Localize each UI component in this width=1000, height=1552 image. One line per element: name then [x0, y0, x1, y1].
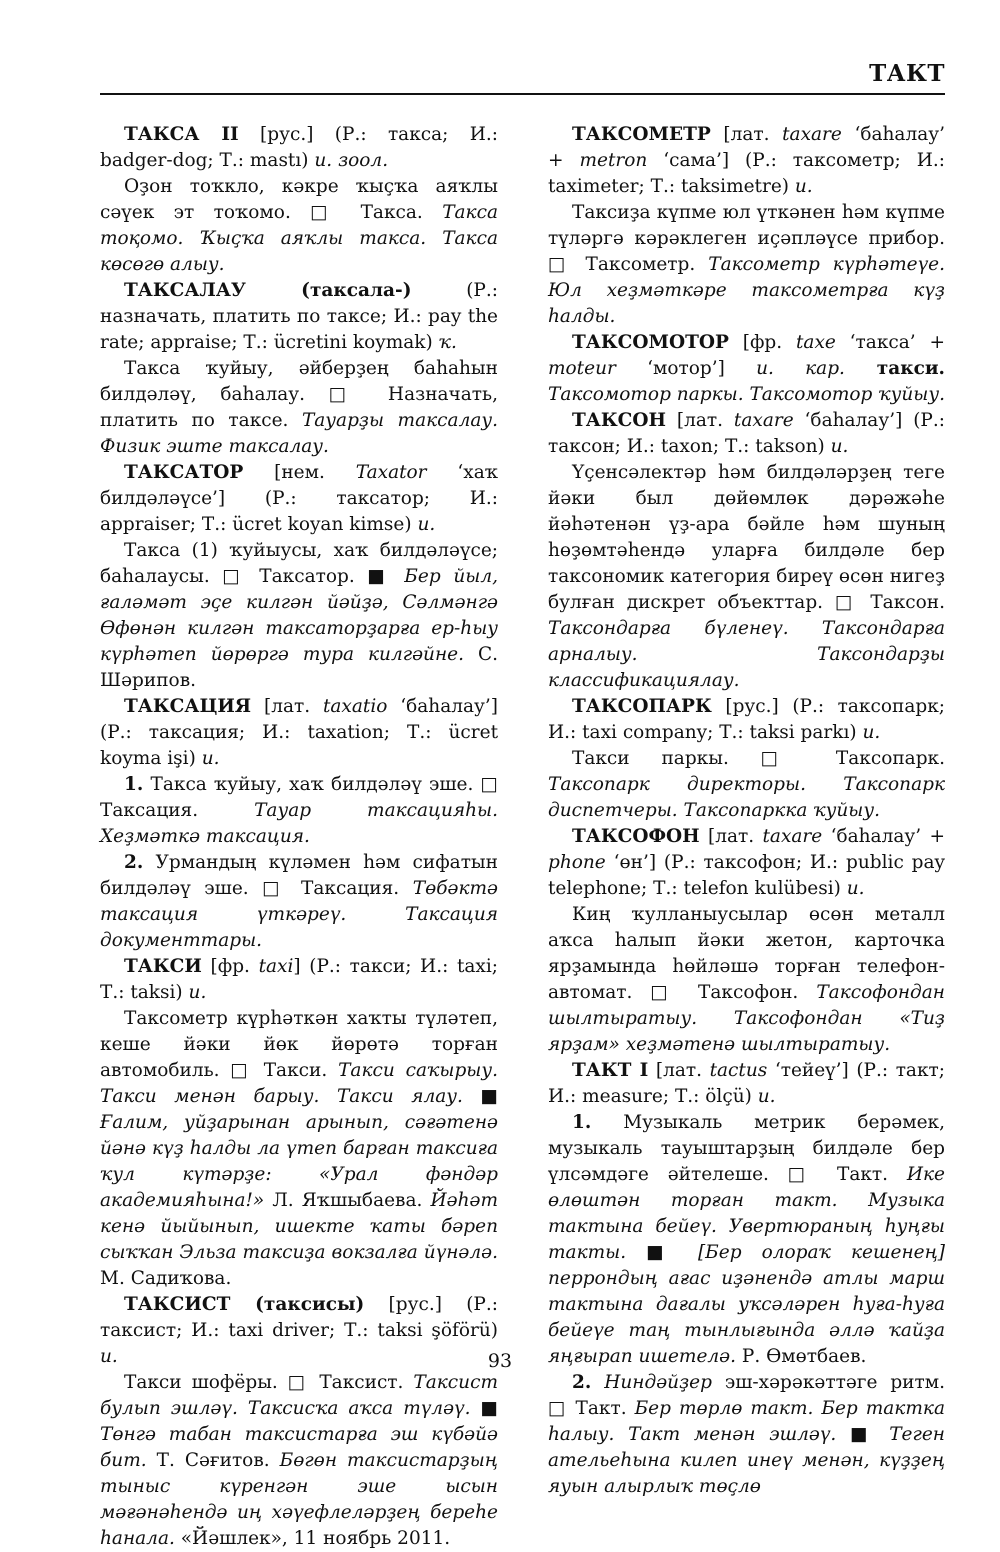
example-text: taxare [762, 826, 823, 847]
example-text: taxatio [322, 696, 388, 717]
headword-text: такси. [844, 358, 945, 379]
definition-text: Р. Өмөтбаев. [736, 1346, 867, 1367]
example-text: и. [794, 176, 813, 197]
left-paragraph [100, 356, 498, 460]
left-paragraph [100, 174, 498, 278]
definition-text: [нем. [243, 462, 356, 483]
right-paragraph [548, 1370, 945, 1500]
definition-text: ■ [462, 1086, 498, 1107]
right-paragraph [548, 694, 945, 746]
headword-text: 1. [124, 774, 144, 795]
definition-text: ‘баһалау’] (Р.: таксон; И.: taxon; Т.: takson) [548, 410, 945, 457]
headword-text: ТАКСАТОР [124, 462, 244, 483]
headword-text: ТАКСОМЕТР [572, 124, 711, 145]
definition-text: Такси паркы. □ Таксопарк. [572, 748, 945, 769]
example-text: и. [862, 722, 881, 743]
example-text: Теген ательеһына килеп инеү менән, күҙҙең яуын алырлыҡ төҫлө [548, 1424, 945, 1497]
headword-text: 2. [124, 852, 144, 873]
right-column [548, 122, 945, 1500]
definition-text: Такса ҡуйыу, хаҡ билдәләү эше. □ Таксация. [100, 774, 498, 821]
headword-text: 2. [572, 1372, 592, 1393]
right-paragraph [548, 746, 945, 824]
example-text: Бер төрлө такт. Бер тактка һалыу. Такт менән эшләү. [548, 1398, 945, 1445]
definition-text: ‘тейеү’] (Р.: такт; И.: measure; Т.: ölçü) [548, 1060, 945, 1107]
right-paragraph [548, 1058, 945, 1110]
example-text: и. [757, 1086, 776, 1107]
definition-text: Т. Сәғитов. [146, 1450, 280, 1471]
definition-text: (Р.: назначать, платить по таксе; И.: pay the rate; appraise; Т.: ücretini koymak) [100, 280, 498, 353]
left-paragraph [100, 850, 498, 954]
example-text: Таксондарға бүленеү. Таксондарға арналыу. Таксондарҙы классификациялау. [548, 618, 945, 691]
definition-text: [фр. [201, 956, 259, 977]
example-text: taxe [795, 332, 836, 353]
definition-text: ■ [470, 1398, 498, 1419]
definition-text: эш-хәрәкәттәге ритм. □ Такт. [548, 1372, 945, 1419]
definition-text: [лат. [699, 826, 763, 847]
left-paragraph [100, 278, 498, 356]
left-paragraph [100, 1006, 498, 1292]
example-text: и. кар. [756, 358, 845, 379]
headword-text: ТАКСАЛАУ (таксала-) [124, 280, 412, 301]
left-paragraph [100, 954, 498, 1006]
example-text: и. [830, 436, 849, 457]
headword-text: ТАКСА II [124, 124, 239, 145]
headword-text: ТАКСОПАРК [572, 696, 712, 717]
right-paragraph [548, 408, 945, 460]
definition-text: [лат. [648, 1060, 710, 1081]
headword-text: ТАКСИ [124, 956, 202, 977]
example-text: Таксомотор паркы. Таксомотор ҡуйыу. [548, 384, 945, 405]
definition-text: Үҫенсәлектәр һәм билдәләрҙең теге йәки был дөйөмлөк дәрәжәһе йәһәтенән үҙ-ара бәйле һәм шуның һөҙөмтәһендә уларға билдәле бер таксономик категория биреү өсөн нигеҙ булған дискрет объекттар. □ Таксон. [548, 462, 945, 613]
headword-text: ТАКСОФОН [572, 826, 700, 847]
example-text: tactus [709, 1060, 768, 1081]
running-head: ТАКТ [869, 60, 945, 87]
definition-text: Киң ҡулланыусылар өсөн металл аҡса һалып йәки жетон, карточка ярҙамында һөйләшә торған телефон-автомат. □ Таксофон. [548, 904, 945, 1003]
definition-text: «Йәшлек», 11 ноябрь 2011. [174, 1528, 451, 1549]
right-paragraph [548, 200, 945, 330]
example-text: Төбәктә таксация үткәреү. Таксация документтары. [100, 878, 498, 951]
definition-text: ■ [626, 1242, 698, 1263]
example-text: Такси саҡырыу. Такси менән барыу. Такси ялау. [100, 1060, 498, 1107]
definition-text: Такса ҡуйыу, әйберҙең баһаһын билдәләү, баһалау. □ Назначать, платить по таксе. [100, 358, 498, 431]
example-text: Тауар таксацияһы. Хеҙмәткә таксация. [100, 800, 498, 847]
definition-text: Таксометр күрһәткән хаҡты түләтеп, кеше йәки йөк йөрөтә торған автомобиль. □ Такси. [100, 1008, 498, 1081]
right-paragraph [548, 460, 945, 694]
definition-text: Такси шофёры. □ Таксист. [124, 1372, 414, 1393]
example-text: Ике өлөштән торған такт. Музыка тактына бейеү. Увертюраның һуңғы такты. [548, 1164, 945, 1263]
headword-text: ТАКСАЦИЯ [124, 696, 252, 717]
example-text: phone [548, 852, 606, 873]
right-paragraph [548, 122, 945, 200]
left-paragraph [100, 460, 498, 538]
example-text: [Бер олораҡ кешенең] перрондың ағас иҙәнендә атлы марш тактына дағалы уҡсәләрен һуға-һуға бейеүе таң тынлығында әллә ҡайҙа яңғырап ишетелә. [548, 1242, 945, 1367]
left-column [100, 122, 498, 1552]
definition-text: [рус.] (Р.: такса; И.: badger-dog; Т.: mastı) [100, 124, 499, 171]
example-text: Йәһәт кенә йыйынып, ишекте ҡаты бәреп сыҡҡан Эльза таксиҙа вокзалға йүнәлә. [100, 1190, 498, 1263]
headword-text: ТАКСОН [572, 410, 666, 431]
definition-text: [фр. [728, 332, 796, 353]
definition-text: С. Шәрипов. [100, 644, 498, 691]
definition-text: ‘сама’] (Р.: таксометр; И.: taximeter; Т.: taksimetre) [548, 150, 945, 197]
right-paragraph [548, 902, 945, 1058]
definition-text: Музыкаль метрик берәмек, музыкаль тауыштарҙың билдәле бер үлсәмдәге әйтелеше. □ Такт. [548, 1112, 945, 1185]
example-text: Тауарҙы таксалау. Физик эште таксалау. [100, 410, 498, 457]
definition-text: Таксиҙа күпме юл үткәнен һәм күпме түләргә кәрәклеген иҫәпләүсе прибор. □ Таксометр. [548, 202, 945, 275]
headword-text: ТАКТ I [572, 1060, 649, 1081]
headword-text: 1. [572, 1112, 592, 1133]
left-paragraph [100, 694, 498, 772]
example-text: Ниндәйҙер [604, 1372, 712, 1393]
definition-text: ‘баһалау’] (Р.: таксация; И.: taxation; Т.: ücret koyma işi) [100, 696, 498, 769]
page-number: 93 [487, 1350, 513, 1372]
example-text: Бөгөн таксистарҙың тыныс күренгән эше ысын мәғәнәһендә иң хәүефлеләрҙең береһе һанала. [100, 1450, 498, 1549]
headword-text: ТАКСОМОТОР [572, 332, 729, 353]
definition-text: ‘баһалау’ + [822, 826, 945, 847]
example-text: Таксопарк директоры. Таксопарк диспетчеры. Таксопаркка ҡуйыу. [548, 774, 945, 821]
definition-text: [лат. [710, 124, 783, 145]
example-text: metron [579, 150, 648, 171]
example-text: Ғалим, уйҙарынан арынып, сәғәтенә йәнә күҙ һалды ла үтеп барған таксиға ҡул күтәрҙе: «Урал фәндәр академияһына!» [100, 1112, 498, 1211]
example-text: Бер йыл, ғаләмәт эҫе килгән йәйҙә, Сәлмәнгә Өфөнән килгән таксаторҙарға ер-һыу күрһәтеп йөрөргә тура килгәйне. [100, 566, 498, 665]
example-text: taxi [258, 956, 294, 977]
definition-text: М. Садиҡова. [100, 1268, 232, 1289]
example-text: taxare [733, 410, 794, 431]
example-text: Таксометр күрһәтеүе. Юл хеҙмәткәре таксометрға күҙ һалды. [548, 254, 945, 327]
example-text: и. [188, 982, 207, 1003]
right-paragraph [548, 330, 945, 408]
right-paragraph [548, 824, 945, 902]
example-text: moteur [548, 358, 616, 379]
definition-text: Оҙон тоҡкло, кәкре ҡыҫҡа аяҡлы сәүек эт тоҡомо. □ Такса. [100, 176, 498, 223]
definition-text [591, 1372, 604, 1393]
example-text: и. [846, 878, 865, 899]
left-paragraph [100, 122, 498, 174]
example-text: и. [417, 514, 436, 535]
definition-text: ‘такса’ + [835, 332, 945, 353]
definition-text: ‘мотор’] [615, 358, 757, 379]
definition-text: Урмандың күләмен һәм сифатын билдәләү эше. □ Таксация. [100, 852, 498, 899]
definition-text: ■ [836, 1424, 890, 1445]
right-paragraph [548, 1110, 945, 1370]
definition-text: [лат. [251, 696, 323, 717]
example-text: Таксист булып эшләү. Таксисҡа аҡса түләү. [100, 1372, 498, 1419]
example-text: taxare [782, 124, 842, 145]
left-paragraph [100, 538, 498, 694]
definition-text: Л. Яҡшыбаева. [264, 1190, 431, 1211]
example-text: Төнгә табан таксистарға эш күбәйә бит. [100, 1424, 498, 1471]
definition-text: [рус.] (Р.: таксист; И.: taxi driver; Т.: taksi şöförü) [100, 1294, 498, 1341]
left-paragraph [100, 772, 498, 850]
example-text: Такса тоқомо. Ҡыҫҡа аяҡлы такса. Такса көсөгө алыу. [100, 202, 498, 275]
example-text: и. зоол. [314, 150, 389, 171]
definition-text: Такса (1) ҡуйыусы, хаҡ билдәләүсе; баһалаусы. □ Таксатор. ■ [100, 540, 498, 587]
definition-text: [рус.] (Р.: таксопарк; И.: taxi company; Т.: taksi parkı) [548, 696, 945, 743]
example-text: и. [201, 748, 220, 769]
example-text: Таксофондан шылтыратыу. Таксофондан «Тиҙ ярҙам» хеҙмәтенә шылтыратыу. [548, 982, 945, 1055]
left-paragraph [100, 1370, 498, 1552]
definition-text: ] (Р.: такси; И.: taxi; Т.: taksi) [100, 956, 498, 1003]
definition-text: ‘өн’] (Р.: таксофон; И.: public pay telephone; Т.: telefon kulübesi) [548, 852, 945, 899]
header-rule [100, 93, 945, 95]
example-text: Taxator [355, 462, 427, 483]
example-text: и. [100, 1346, 118, 1367]
example-text: ҡ. [438, 332, 457, 353]
definition-text: ‘хаҡ билдәләүсе’] (Р.: таксатор; И.: appraiser; Т.: ücret koyan kimse) [100, 462, 498, 535]
headword-text: ТАКСИСТ (таксисы) [124, 1294, 365, 1315]
definition-text: ‘баһалау’ + [548, 124, 945, 171]
definition-text: [лат. [665, 410, 734, 431]
